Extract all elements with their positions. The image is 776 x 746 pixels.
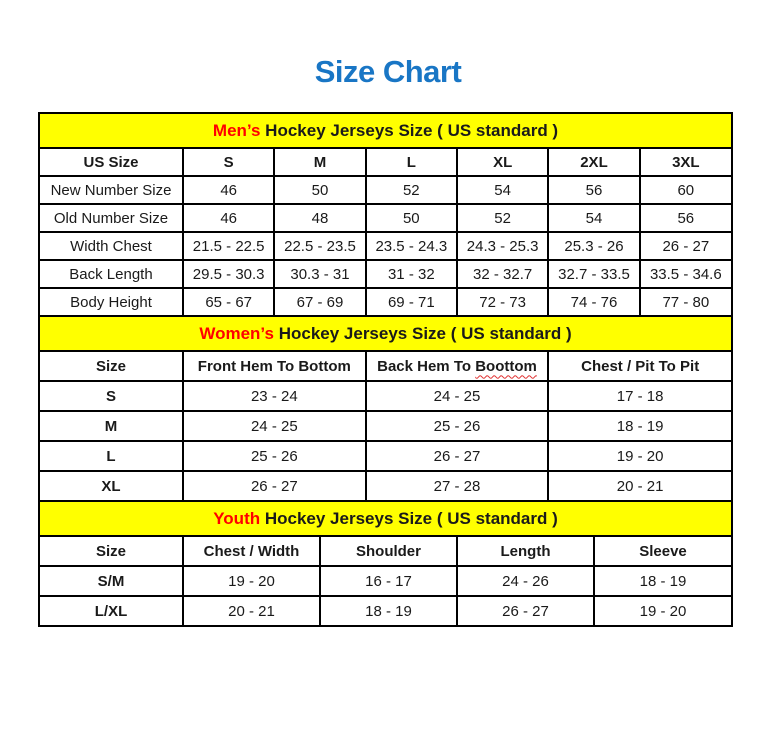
table-row (40, 260, 731, 288)
column-header: S (183, 149, 274, 176)
size-value: 23.5 - 24.3 (366, 232, 457, 260)
size-value: 50 (366, 204, 457, 232)
column-header: US Size (40, 149, 183, 176)
mens-band-text: Hockey Jerseys Size ( US standard ) (260, 121, 559, 140)
size-value: 26 - 27 (366, 441, 549, 471)
mens-size-table (40, 149, 731, 315)
size-value: 52 (366, 176, 457, 204)
column-header: Length (457, 537, 594, 566)
row-label: S (40, 381, 183, 411)
column-header: 3XL (640, 149, 731, 176)
size-value: 56 (548, 176, 639, 204)
table-row (40, 232, 731, 260)
size-value: 27 - 28 (366, 471, 549, 500)
column-header: Size (40, 537, 183, 566)
table-row (40, 204, 731, 232)
table-row (40, 441, 731, 471)
row-label: Width Chest (40, 232, 183, 260)
size-value: 20 - 21 (548, 471, 731, 500)
size-value: 46 (183, 176, 274, 204)
column-header: Chest / Width (183, 537, 320, 566)
table-row (40, 566, 731, 596)
size-value: 52 (457, 204, 548, 232)
size-value: 21.5 - 22.5 (183, 232, 274, 260)
size-value: 17 - 18 (548, 381, 731, 411)
table-row (40, 411, 731, 441)
size-chart-table (38, 112, 733, 627)
size-value: 16 - 17 (320, 566, 457, 596)
column-header: Front Hem To Bottom (183, 352, 366, 381)
size-value: 30.3 - 31 (274, 260, 365, 288)
womens-band-text: Hockey Jerseys Size ( US standard ) (273, 324, 572, 343)
youth-section-band (40, 500, 731, 537)
size-value: 26 - 27 (457, 596, 594, 625)
size-value: 69 - 71 (366, 288, 457, 315)
youth-header-row (40, 537, 731, 566)
mens-section-band (40, 114, 731, 149)
size-value: 54 (548, 204, 639, 232)
column-header: Size (40, 352, 183, 381)
size-value: 32.7 - 33.5 (548, 260, 639, 288)
size-value: 19 - 20 (183, 566, 320, 596)
womens-band-highlight: Women’s (199, 324, 274, 343)
size-value: 19 - 20 (548, 441, 731, 471)
column-header: M (274, 149, 365, 176)
size-value: 32 - 32.7 (457, 260, 548, 288)
size-value: 65 - 67 (183, 288, 274, 315)
page-title: Size Chart (314, 54, 462, 89)
mens-band-highlight: Men’s (212, 121, 261, 140)
row-label: Body Height (40, 288, 183, 315)
row-label: New Number Size (40, 176, 183, 204)
table-row (40, 381, 731, 411)
size-value: 24.3 - 25.3 (457, 232, 548, 260)
size-value: 18 - 19 (320, 596, 457, 625)
size-value: 48 (274, 204, 365, 232)
size-value: 56 (640, 204, 731, 232)
womens-size-table (40, 352, 731, 500)
size-value: 50 (274, 176, 365, 204)
table-row (40, 288, 731, 315)
column-header: L (366, 149, 457, 176)
misspelled-word: Boottom (475, 357, 537, 375)
row-label: L/XL (40, 596, 183, 625)
column-header: 2XL (548, 149, 639, 176)
size-value: 77 - 80 (640, 288, 731, 315)
size-value: 24 - 25 (183, 411, 366, 441)
size-value: 67 - 69 (274, 288, 365, 315)
size-value: 24 - 25 (366, 381, 549, 411)
womens-section-band (40, 315, 731, 352)
size-value: 72 - 73 (457, 288, 548, 315)
youth-band-text: Hockey Jerseys Size ( US standard ) (260, 509, 558, 528)
size-value: 20 - 21 (183, 596, 320, 625)
size-value: 33.5 - 34.6 (640, 260, 731, 288)
size-value: 26 - 27 (183, 471, 366, 500)
size-value: 22.5 - 23.5 (274, 232, 365, 260)
row-label: S/M (40, 566, 183, 596)
youth-band-highlight: Youth (213, 509, 261, 528)
column-header: XL (457, 149, 548, 176)
size-value: 23 - 24 (183, 381, 366, 411)
table-row (40, 596, 731, 625)
size-value: 31 - 32 (366, 260, 457, 288)
size-value: 18 - 19 (594, 566, 731, 596)
size-value: 29.5 - 30.3 (183, 260, 274, 288)
womens-header-row (40, 352, 731, 381)
row-label: Old Number Size (40, 204, 183, 232)
youth-size-table (40, 537, 731, 625)
row-label: L (40, 441, 183, 471)
size-value: 60 (640, 176, 731, 204)
row-label: M (40, 411, 183, 441)
size-value: 25 - 26 (183, 441, 366, 471)
size-value: 74 - 76 (548, 288, 639, 315)
column-header: Sleeve (594, 537, 731, 566)
row-label: Back Length (40, 260, 183, 288)
table-row (40, 176, 731, 204)
size-value: 54 (457, 176, 548, 204)
size-value: 19 - 20 (594, 596, 731, 625)
table-row (40, 471, 731, 500)
row-label: XL (40, 471, 183, 500)
column-header (366, 352, 549, 381)
column-header: Chest / Pit To Pit (548, 352, 731, 381)
size-value: 18 - 19 (548, 411, 731, 441)
size-value: 26 - 27 (640, 232, 731, 260)
size-value: 25 - 26 (366, 411, 549, 441)
size-value: 25.3 - 26 (548, 232, 639, 260)
size-value: 24 - 26 (457, 566, 594, 596)
mens-header-row (40, 149, 731, 176)
column-header-text: Back Hem To (377, 357, 476, 375)
column-header: Shoulder (320, 537, 457, 566)
size-value: 46 (183, 204, 274, 232)
